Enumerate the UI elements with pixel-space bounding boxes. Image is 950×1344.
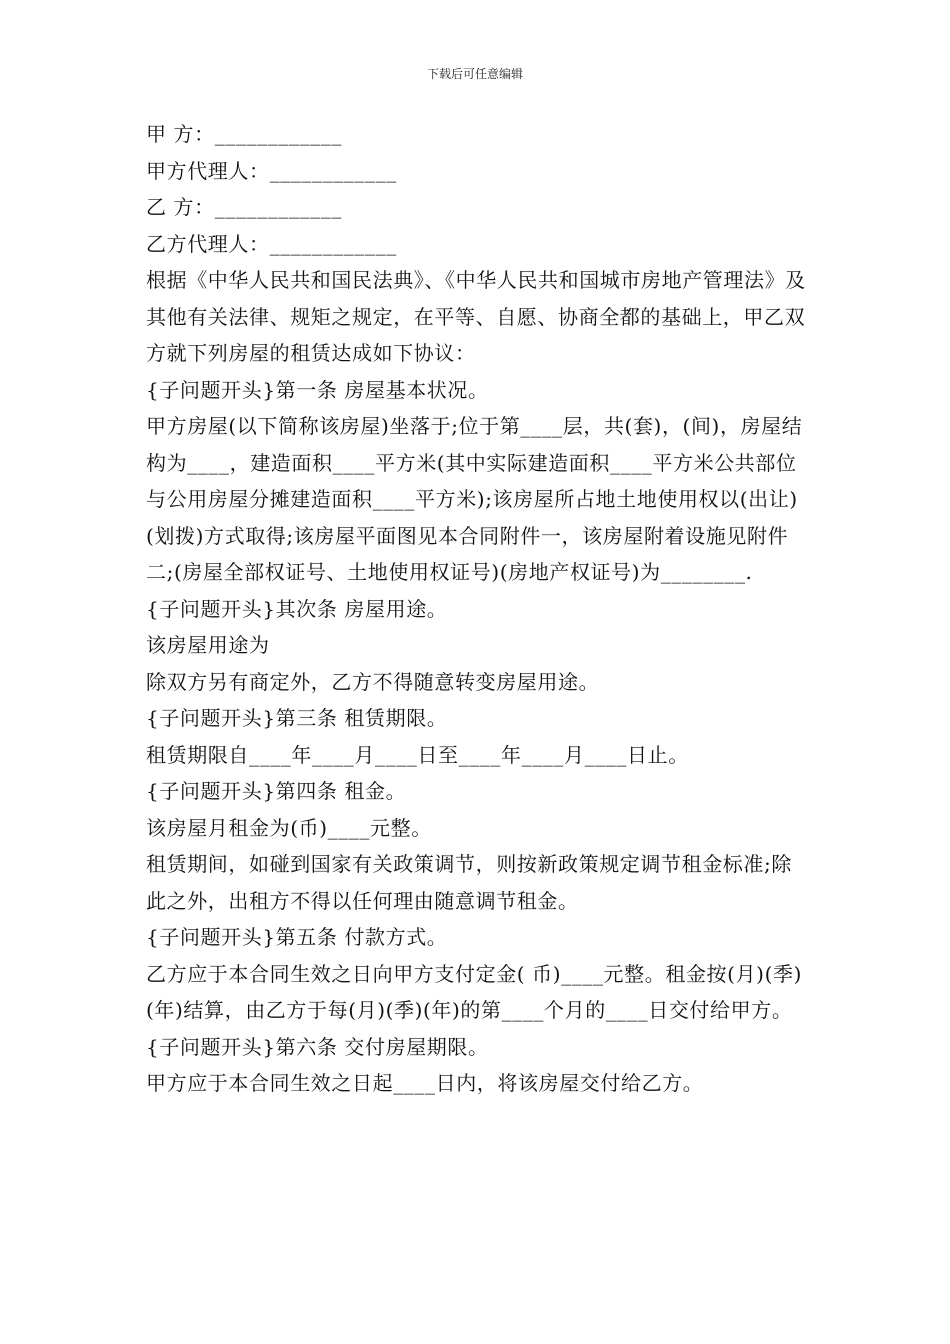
party-b-line: 乙 方：____________ bbox=[146, 195, 342, 219]
article-4-body-adjustment: 租赁期间，如碰到国家有关政策调节，则按新政策规定调节租金标准;除此之外，出租方不得以任何理由随意调节租金。 bbox=[146, 852, 792, 913]
article-2-heading: {子问题开头}其次条 房屋用途。 bbox=[146, 596, 448, 621]
article-5-heading: {子问题开头}第五条 付款方式。 bbox=[146, 925, 448, 949]
article-2-body-restriction: 除双方另有商定外，乙方不得随意转变房屋用途。 bbox=[146, 669, 600, 694]
article-5-body: 乙方应于本合同生效之日向甲方支付定金( 币)____元整。租金按(月)(季)(年)结算，由乙方于每(月)(季)(年)的第____个月的____日交付给甲方。 bbox=[146, 961, 802, 1022]
article-6-heading: {子问题开头}第六条 交付房屋期限。 bbox=[146, 1034, 489, 1059]
article-1-heading: {子问题开头}第一条 房屋基本状况。 bbox=[146, 377, 489, 402]
article-1-body: 甲方房屋(以下简称该房屋)坐落于;位于第____层，共(套)，(间)，房屋结构为____，建造面积____平方米(其中实际建造面积____平方米公共部位与公用房屋分摊建造面积____平方米);该房屋所占地土地使用权以(出让)(划拨)方式取得;该房屋平面图见本合同附件一，该房屋附着设施见附件二;(房屋全部权证号、土地使用权证号)(房地产权证号)为________. bbox=[146, 414, 803, 584]
party-b-agent-line: 乙方代理人：____________ bbox=[146, 231, 397, 256]
party-a-agent-line: 甲方代理人：____________ bbox=[146, 158, 397, 183]
article-4-body-rent: 该房屋月租金为(币)____元整。 bbox=[146, 815, 432, 840]
contract-body bbox=[146, 116, 810, 1102]
article-2-body-usage: 该房屋用途为 bbox=[146, 633, 270, 657]
page-header-note: 下载后可任意编辑 bbox=[426, 67, 523, 81]
article-3-body: 租赁期限自____年____月____日至____年____月____日止。 bbox=[146, 742, 689, 767]
article-4-heading: {子问题开头}第四条 租金。 bbox=[146, 779, 407, 803]
preamble-paragraph: 根据《中华人民共和国民法典》、《中华人民共和国城市房地产管理法》及其他有关法律、规矩之规定，在平等、自愿、协商全都的基础上，甲乙双方就下列房屋的租赁达成如下协议： bbox=[146, 268, 806, 365]
party-a-line: 甲 方：____________ bbox=[146, 122, 342, 146]
article-3-heading: {子问题开头}第三条 租赁期限。 bbox=[146, 706, 448, 730]
article-6-body: 甲方应于本合同生效之日起____日内，将该房屋交付给乙方。 bbox=[146, 1071, 704, 1095]
